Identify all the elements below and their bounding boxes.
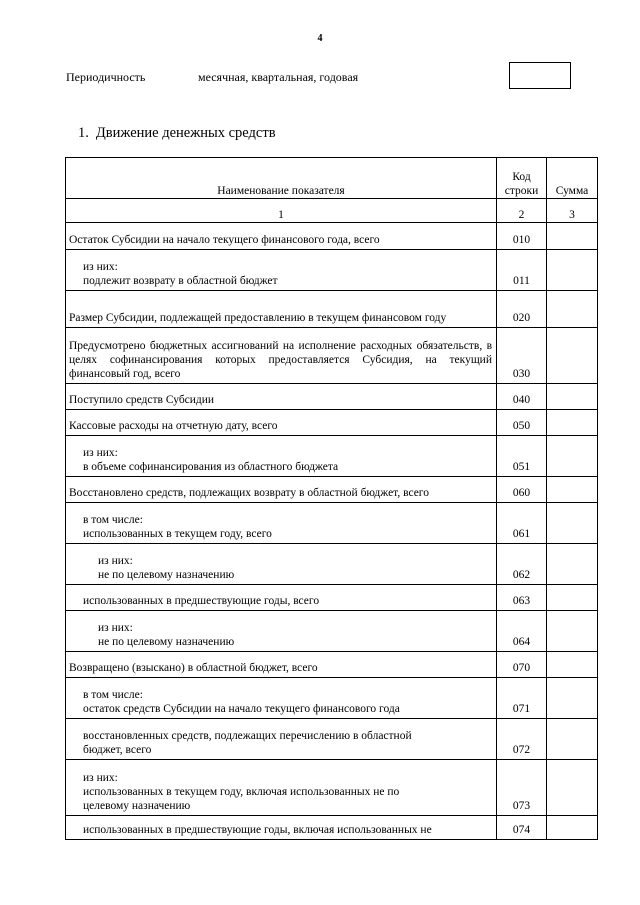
table-row (66, 816, 598, 840)
row-name-cell (66, 250, 497, 291)
row-code: 070 (497, 652, 547, 678)
row-name-line: в том числе: (83, 514, 143, 526)
row-name-line: использованных в предшествующие годы, всего (83, 595, 320, 607)
header-code-line1: Код (512, 171, 531, 183)
header-code-cell (497, 158, 547, 199)
row-name-cell (66, 477, 497, 503)
row-code: 010 (497, 223, 547, 250)
table-row (66, 585, 598, 611)
column-number-2: 2 (497, 199, 547, 223)
row-name-cell (66, 611, 497, 652)
periodicity-code-box[interactable] (509, 62, 571, 89)
row-name-line: использованных в предшествующие годы, включая использованных не (83, 824, 432, 836)
row-name-line: использованных в текущем году, всего (83, 528, 272, 540)
row-code: 062 (497, 544, 547, 585)
row-name-cell (66, 223, 497, 250)
row-code: 050 (497, 410, 547, 436)
header-sum-cell (547, 158, 598, 199)
row-code: 071 (497, 678, 547, 719)
table-row (66, 328, 598, 384)
row-name-line: Возвращено (взыскано) в областной бюджет, всего (69, 662, 318, 674)
row-name-line: в объеме софинансирования из областного бюджета (83, 461, 339, 473)
row-name-line: Остаток Субсидии на начало текущего финансового года, всего (69, 234, 380, 246)
row-sum-input[interactable] (547, 436, 598, 477)
row-sum-input[interactable] (547, 384, 598, 410)
row-name-line: остаток средств Субсидии на начало текущего финансового года (83, 703, 400, 715)
row-sum-input[interactable] (547, 816, 598, 840)
row-sum-input[interactable] (547, 223, 598, 250)
table-row (66, 719, 598, 760)
column-number-1: 1 (66, 199, 497, 223)
row-name-cell (66, 678, 497, 719)
row-name-line: Восстановлено средств, подлежащих возврату в областной бюджет, всего (69, 487, 429, 499)
row-name-cell (66, 328, 497, 384)
row-sum-input[interactable] (547, 544, 598, 585)
row-sum-input[interactable] (547, 410, 598, 436)
row-name-line: из них: (83, 772, 118, 784)
header-name: Наименование показателя (217, 185, 345, 197)
row-name-cell (66, 503, 497, 544)
row-name-line: Предусмотрено бюджетных ассигнований на исполнение расходных обязательств, в целях софинансирования которых предоставляется Субсидия, на текущий финансовый год, всего (69, 340, 492, 380)
table-row (66, 223, 598, 250)
row-name-line: не по целевому назначению (98, 569, 235, 581)
row-sum-input[interactable] (547, 719, 598, 760)
periodicity-value: месячная, квартальная, годовая (198, 70, 359, 84)
row-code: 072 (497, 719, 547, 760)
header-name-cell (66, 158, 497, 199)
row-sum-input[interactable] (547, 611, 598, 652)
row-code: 061 (497, 503, 547, 544)
section-title (78, 125, 276, 142)
table-row (66, 544, 598, 585)
table-row (66, 678, 598, 719)
column-number-row (66, 199, 598, 223)
row-sum-input[interactable] (547, 328, 598, 384)
table-row (66, 477, 598, 503)
row-name-line: использованных в текущем году, включая использованных не по (83, 786, 400, 798)
cash-flow-table (65, 157, 598, 840)
table-row (66, 410, 598, 436)
row-code: 040 (497, 384, 547, 410)
row-name-cell (66, 760, 497, 816)
header-code (497, 163, 546, 198)
row-name-cell (66, 544, 497, 585)
row-sum-input[interactable] (547, 585, 598, 611)
page-number: 4 (317, 33, 323, 44)
row-name-line: из них: (98, 555, 133, 567)
periodicity-label: Периодичность (66, 70, 146, 84)
row-name-cell (66, 291, 497, 328)
table-row (66, 760, 598, 816)
row-code: 060 (497, 477, 547, 503)
row-code: 074 (497, 816, 547, 840)
header-sum: Сумма (555, 185, 589, 197)
row-name-line: не по целевому назначению (98, 636, 235, 648)
header-code-line2: строки (504, 185, 539, 197)
table-row (66, 503, 598, 544)
row-code: 073 (497, 760, 547, 816)
row-code: 064 (497, 611, 547, 652)
row-name-line: восстановленных средств, подлежащих перечислению в областной (83, 730, 412, 742)
row-name-line: целевому назначению (83, 800, 191, 812)
section-number: 1. (78, 125, 89, 141)
row-sum-input[interactable] (547, 291, 598, 328)
row-name-line: Кассовые расходы на отчетную дату, всего (69, 420, 278, 432)
row-name-cell (66, 816, 497, 840)
row-code: 020 (497, 291, 547, 328)
row-name-line: из них: (98, 622, 133, 634)
row-code: 051 (497, 436, 547, 477)
table-header-row (66, 158, 598, 199)
row-name-line: подлежит возврату в областной бюджет (83, 275, 278, 287)
row-name-cell (66, 410, 497, 436)
row-sum-input[interactable] (547, 250, 598, 291)
table-row (66, 436, 598, 477)
row-name-line: Размер Субсидии, подлежащей предоставлению в текущем финансовом году (69, 312, 447, 324)
row-sum-input[interactable] (547, 678, 598, 719)
row-sum-input[interactable] (547, 760, 598, 816)
row-code: 063 (497, 585, 547, 611)
table-row (66, 250, 598, 291)
section-title-text: Движение денежных средств (95, 125, 276, 141)
row-name-line: бюджет, всего (83, 744, 152, 756)
row-name-line: из них: (83, 447, 118, 459)
row-sum-input[interactable] (547, 503, 598, 544)
row-name-line: из них: (83, 261, 118, 273)
table-row (66, 652, 598, 678)
row-name-line: в том числе: (83, 689, 143, 701)
row-name-cell (66, 652, 497, 678)
table-row (66, 384, 598, 410)
table-row (66, 611, 598, 652)
table-row (66, 291, 598, 328)
row-name-line: Поступило средств Субсидии (69, 394, 215, 406)
row-name-cell (66, 585, 497, 611)
row-sum-input[interactable] (547, 477, 598, 503)
row-code: 011 (497, 250, 547, 291)
row-sum-input[interactable] (547, 652, 598, 678)
column-number-3: 3 (547, 199, 598, 223)
row-name-cell (66, 719, 497, 760)
row-name-cell (66, 384, 497, 410)
row-code: 030 (497, 328, 547, 384)
row-name-cell (66, 436, 497, 477)
